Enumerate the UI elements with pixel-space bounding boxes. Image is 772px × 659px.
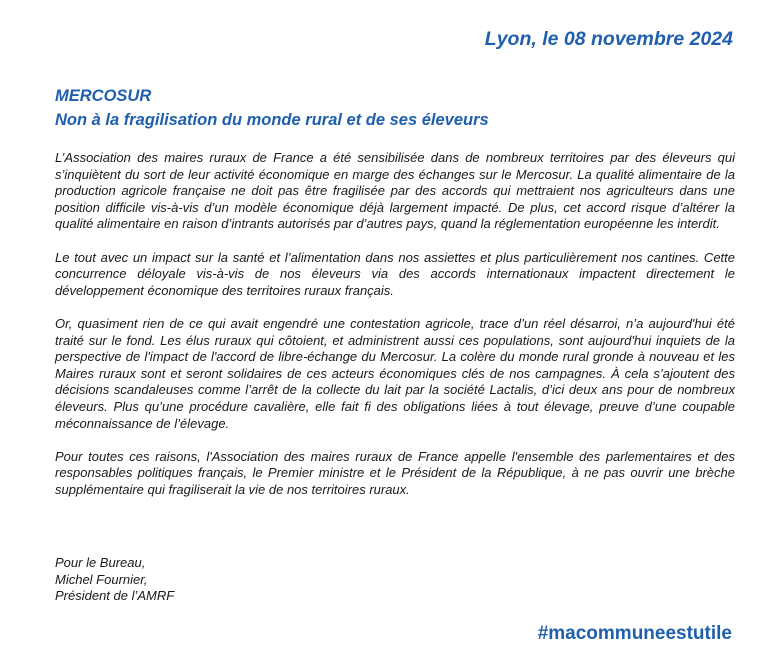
document-body — [55, 150, 735, 515]
signature-block — [55, 555, 174, 605]
document-heading — [55, 84, 489, 132]
paragraph: Le tout avec un impact sur la santé et l’alimentation dans nos assiettes et plus particulièrement nos cantines. Cette concurrence déloyale vis-à-vis de nos éleveurs via des accords internationaux impactent directement le développement économique des territoires ruraux français. — [55, 249, 735, 298]
signature-name: Michel Fournier, — [55, 571, 148, 587]
document-title: MERCOSUR — [55, 87, 152, 105]
paragraph: Or, quasiment rien de ce qui avait engendré une contestation agricole, trace d’un réel désarroi, n’a aujourd'hui été traité sur le fond. Les élus ruraux qui côtoient, et administrent aussi ces populations, sont aujourd'hui inquiets de la perspective de l'impact de l'accord de libre-échange du Mercosur. La colère du monde rural gronde à nouveau et les Maires ruraux sont et seront solidaires de ces acteurs économiques clés de nos campagnes. À cela s’ajoutent des décisions scandaleuses comme l’arrêt de la collecte du lait par la société Lactalis, d’ici deux ans pour de nombreux éleveurs. Plus qu’une procédure cavalière, elle fait fi des obligations liées à tout élevage, preuve d’une coupable méconnaissance de l’élevage. — [55, 315, 735, 431]
date-line: Lyon, le 08 novembre 2024 — [484, 28, 733, 50]
hashtag: #macommuneestutile — [537, 623, 732, 644]
paragraph: L’Association des maires ruraux de France a été sensibilisée dans de nombreux territoires par des éleveurs qui s’inquiètent du sort de leur activité économique en marge des échanges sur le Mercosur. La qualité alimentaire de la production agricole française ne doit pas être fragilisée par des accords qui mettraient nos agriculteurs dans une position difficile vis-à-vis d’un modèle économique déjà largement impacté. De plus, cet accord risque d’altérer la qualité alimentaire en raison d’intrants autorisés par d’autres pays, quand la réglementation européenne les interdit. — [55, 150, 735, 232]
signature-line: Pour le Bureau, — [55, 555, 146, 570]
signature-role: Président de l’AMRF — [55, 588, 175, 604]
document-subtitle: Non à la fragilisation du monde rural et de ses éleveurs — [55, 111, 489, 129]
paragraph: Pour toutes ces raisons, l'Association des maires ruraux de France appelle l'ensemble des parlementaires et des responsables politiques français, le Premier ministre et le Président de la République, à ne pas ouvrir une brèche supplémentaire qui fragiliserait la vie de nos territoires ruraux. — [55, 448, 735, 497]
